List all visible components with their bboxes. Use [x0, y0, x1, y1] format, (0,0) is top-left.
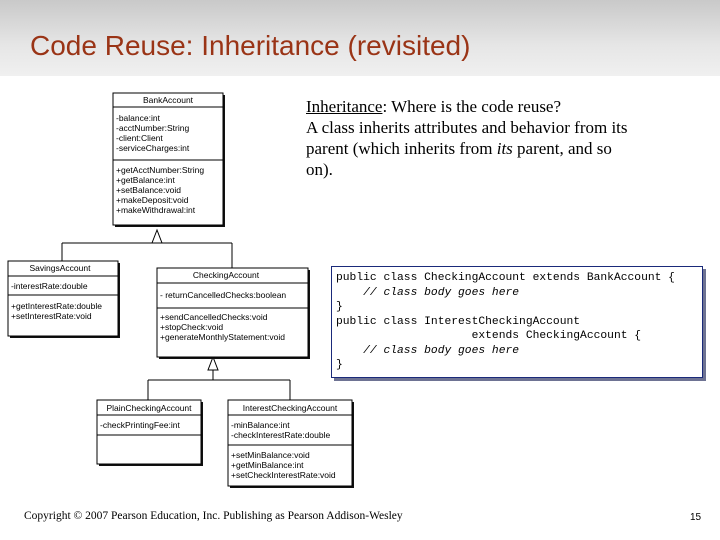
page-number: 15	[690, 512, 702, 523]
description-body-end: parent, and so on).	[306, 139, 612, 179]
code-line: public class CheckingAccount extends BankAccount {	[336, 272, 675, 284]
code-line: public class InterestCheckingAccount	[336, 315, 581, 328]
method: +makeWithdrawal:int	[116, 205, 196, 215]
code-comment: // class body goes here	[336, 344, 520, 357]
method: +stopCheck:void	[160, 322, 224, 332]
class-box-plain-checking-account	[97, 400, 203, 466]
attribute: -acctNumber:String	[116, 123, 190, 133]
code-comment: // class body goes here	[336, 286, 520, 299]
code-line: }	[336, 301, 343, 313]
class-box-savings-account	[8, 261, 120, 338]
code-sample-box	[331, 266, 703, 378]
description-text	[306, 96, 636, 180]
method: +makeDeposit:void	[116, 195, 189, 205]
class-box-checking-account	[157, 268, 310, 359]
method: +sendCancelledChecks:void	[160, 312, 268, 322]
attribute: -minBalance:int	[231, 420, 290, 430]
method: +setCheckInterestRate:void	[231, 470, 336, 480]
method: +getMinBalance:int	[231, 460, 304, 470]
class-box-bank-account	[113, 93, 225, 227]
description-question: : Where is the code reuse?	[382, 97, 562, 116]
attribute: -balance:int	[116, 113, 160, 123]
method: +getInterestRate:double	[11, 301, 102, 311]
copyright-footer: Copyright © 2007 Pearson Education, Inc. Publishing as Pearson Addison-Wesley	[24, 510, 403, 522]
class-name: CheckingAccount	[192, 270, 260, 280]
class-name: SavingsAccount	[29, 263, 91, 273]
method: +generateMonthlyStatement:void	[160, 332, 285, 342]
method: +setMinBalance:void	[231, 450, 310, 460]
class-name: BankAccount	[142, 95, 194, 105]
attribute: - returnCancelledChecks:boolean	[160, 290, 287, 300]
class-name: PlainCheckingAccount	[106, 403, 192, 413]
class-box-interest-checking-account	[228, 400, 354, 488]
description-emphasis: its	[496, 139, 513, 158]
attribute: -checkPrintingFee:int	[100, 420, 180, 430]
class-name: InterestCheckingAccount	[242, 403, 338, 413]
attribute: -serviceCharges:int	[116, 143, 190, 153]
method: +setBalance:void	[116, 185, 181, 195]
method: +getAcctNumber:String	[116, 165, 205, 175]
method: +setInterestRate:void	[11, 311, 92, 321]
description-body-start: A class inherits attributes and behavior from its parent (which inherits from	[306, 118, 628, 158]
code-line: extends CheckingAccount {	[336, 330, 642, 342]
code-line: }	[336, 359, 343, 371]
attribute: -client:Client	[116, 133, 163, 143]
attribute: -interestRate:double	[11, 281, 88, 291]
inheritance-arrowhead	[152, 230, 162, 243]
inheritance-term: Inheritance	[306, 97, 383, 116]
attribute: -checkInterestRate:double	[231, 430, 331, 440]
slide-title: Code Reuse: Inheritance (revisited)	[30, 30, 471, 61]
method: +getBalance:int	[116, 175, 175, 185]
